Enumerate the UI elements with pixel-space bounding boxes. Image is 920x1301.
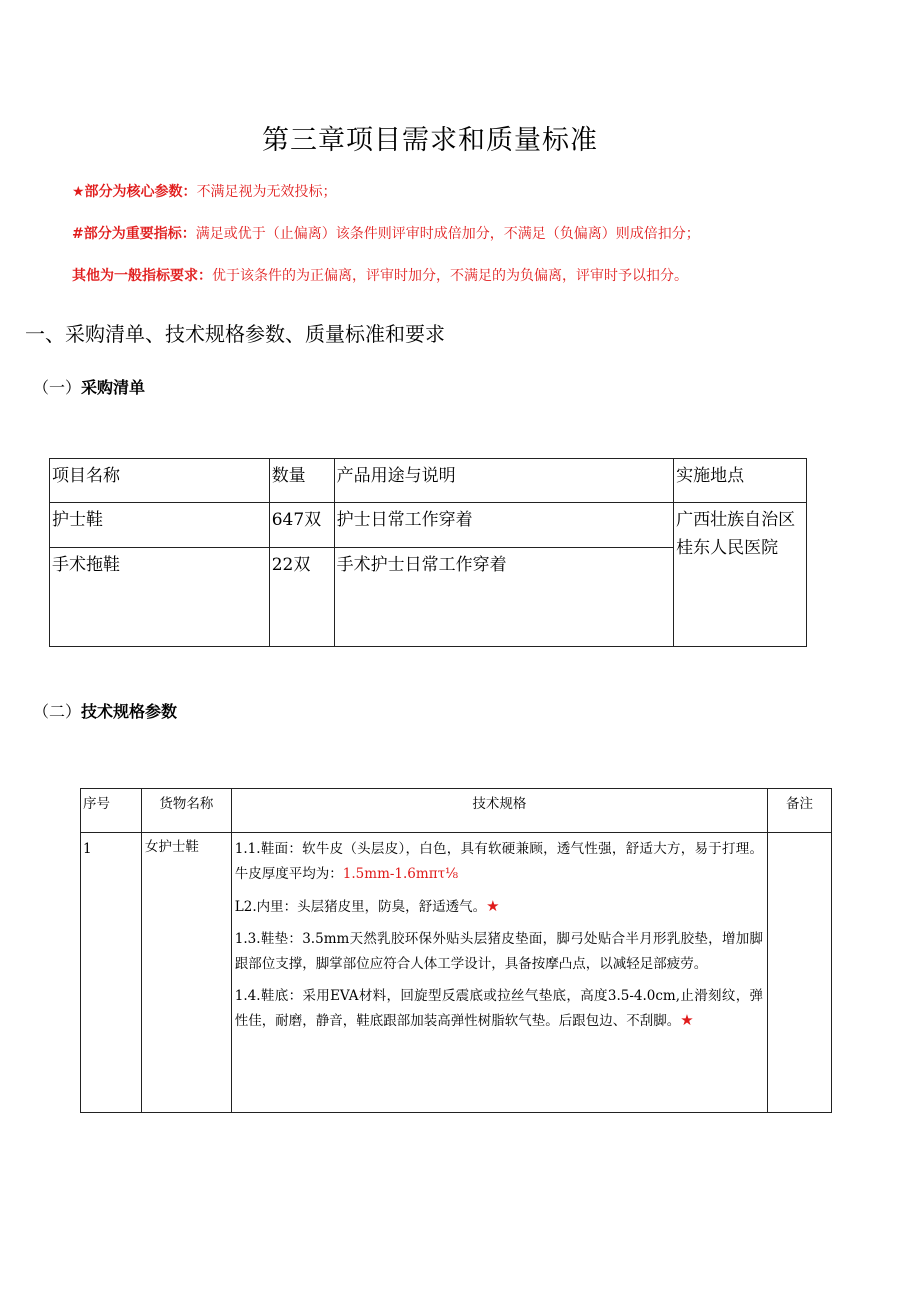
note-text: 满足或优于（止偏离）该条件则评审时成倍加分，不满足（负偏离）则成倍扣分； (195, 226, 700, 242)
note-label: 其他为一般指标要求： (72, 268, 212, 284)
header-cell: 数量 (269, 459, 334, 503)
note-text: 不满足视为无效投标； (196, 184, 337, 200)
header-cell: 项目名称 (50, 459, 270, 503)
table-row (81, 833, 832, 1113)
note-core-params (72, 181, 337, 201)
table-row (50, 503, 807, 548)
remark-cell (768, 833, 832, 1113)
note-text: 优于该条件的为正偏离，评审时加分，不满足的为负偏离，评审时予以扣分。 (212, 268, 688, 284)
page-title: 第三章项目需求和质量标准 (262, 125, 598, 156)
item-name: 手术拖鞋 (50, 548, 270, 647)
spec-details (231, 833, 767, 1113)
header-cell: 序号 (81, 789, 142, 833)
subsection-technical-specs (33, 699, 177, 722)
header-cell: 备注 (768, 789, 832, 833)
item-name: 护士鞋 (50, 503, 270, 548)
spec-item: 1.3.鞋垫：3.5mm天然乳胶环保外贴头层猪皮垫面，脚弓处贴合半月形乳胶垫，增加脚跟部位支撑，脚掌部位应符合人体工学设计，具备按摩凸点，以减轻足部疲劳。 (234, 931, 764, 972)
subsection-title: 采购清单 (81, 378, 146, 397)
header-cell: 实施地点 (674, 459, 807, 503)
spec-item: 1.1.鞋面：软牛皮（头层皮），白色，具有软硬兼顾，透气性强，舒适大方，易于打理。牛皮厚度平均为：1.5mm-1.6mπτ⅛ (234, 841, 764, 882)
header-cell: 技术规格 (231, 789, 767, 833)
row-number: 1 (81, 833, 142, 1113)
procurement-table (49, 458, 807, 647)
table-header-row (81, 789, 832, 833)
subsection-procurement-list (33, 375, 145, 398)
subsection-prefix: （一） (33, 378, 82, 397)
note-label: ★部分为核心参数： (72, 184, 197, 200)
spec-item: 1.4.鞋底：采用EVA材料，回旋型反震底或拉丝气垫底，高度3.5-4.0cm,止滑刻纹，弹性佳，耐磨，静音，鞋底跟部加装高弹性树脂软气垫。后跟包边、不刮脚。★ (234, 988, 764, 1029)
note-label: #部分为重要指标： (72, 226, 196, 242)
item-quantity: 22双 (269, 548, 334, 647)
note-important-params (72, 223, 700, 243)
item-quantity: 647双 (269, 503, 334, 548)
spec-item: L2.内里：头层猪皮里，防臭，舒适透气。★ (234, 897, 500, 915)
header-cell: 货物名称 (141, 789, 231, 833)
header-cell: 产品用途与说明 (334, 459, 674, 503)
implementation-location: 广西壮族自治区桂东人民医院 (674, 503, 807, 647)
goods-name: 女护士鞋 (141, 833, 231, 1113)
item-description: 手术护士日常工作穿着 (334, 548, 674, 647)
subsection-prefix: （二） (33, 702, 82, 721)
item-description: 护士日常工作穿着 (334, 503, 674, 548)
note-general-params (72, 265, 688, 285)
subsection-title: 技术规格参数 (81, 702, 178, 721)
table-header-row (50, 459, 807, 503)
technical-spec-table (80, 788, 832, 1113)
section-heading: 一、采购清单、技术规格参数、质量标准和要求 (25, 322, 445, 346)
